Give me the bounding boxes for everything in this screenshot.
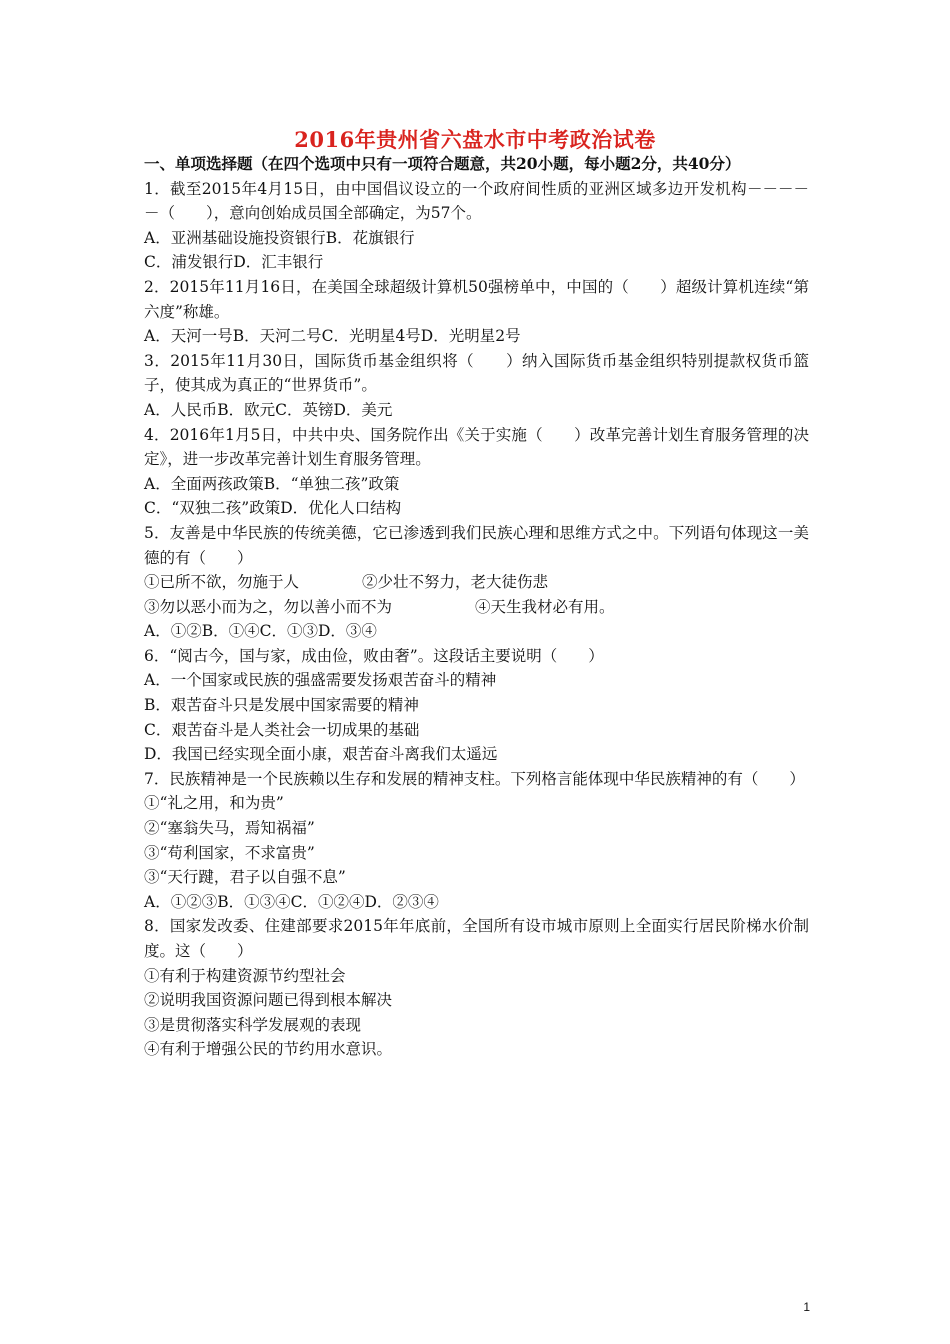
option-line: C．“双独二孩”政策D．优化人口结构 [144, 499, 402, 518]
option-line: A．①②③B．①③④C．①②④D．②③④ [144, 892, 439, 911]
question-text: 4．2016年1月5日，中共中央、国务院作出《关于实施（ ）改革完善计划生育服务管理的决定》，进一步改革完善计划生育服务管理。 [144, 425, 809, 469]
option-line: A．一个国家或民族的强盛需要发扬艰苦奋斗的精神 [144, 671, 497, 690]
option-line: B．艰苦奋斗只是发展中国家需要的精神 [144, 696, 419, 715]
question-text: 2．2015年11月16日，在美国全球超级计算机50强榜单中，中国的（ ）超级计算机连续“第六度”称雄。 [144, 277, 809, 321]
option-line: A．亚洲基础设施投资银行B．花旗银行 [144, 228, 415, 247]
option-line: A．天河一号B．天河二号C．光明星4号D．光明星2号 [144, 327, 521, 346]
question-text: 3．2015年11月30日，国际货币基金组织将（ ）纳入国际货币基金组织特别提款权货币篮子，使其成为真正的“世界货币”。 [144, 351, 809, 395]
question-1 [144, 177, 809, 275]
statement-item: ①已所不欲，勿施于人 [144, 573, 300, 592]
statement-line: ①有利于构建资源节约型社会 [144, 966, 346, 985]
question-7 [144, 767, 809, 915]
section-header: 一、单项选择题（在四个选项中只有一项符合题意，共20小题，每小题2分，共40分） [144, 154, 741, 173]
option-line: A．全面两孩政策B．“单独二孩”政策 [144, 474, 400, 493]
option-line: A．人民币B．欧元C．英镑D．美元 [144, 400, 393, 419]
question-text: 6．“阅古今，国与家，成由俭，败由奢”。这段话主要说明（ ） [144, 646, 604, 665]
option-line: C．浦发银行D．汇丰银行 [144, 253, 324, 272]
question-5 [144, 521, 809, 644]
statement-item: ②少壮不努力，老大徒伤悲 [362, 573, 549, 592]
statement-item: ③勿以恶小而为之，勿以善小而不为 [144, 597, 393, 616]
question-3 [144, 349, 809, 423]
statement-line: ②说明我国资源问题已得到根本解决 [144, 991, 393, 1010]
statement-line: ④有利于增强公民的节约用水意识。 [144, 1040, 393, 1059]
option-line: D．我国已经实现全面小康，艰苦奋斗离我们太遥远 [144, 745, 498, 764]
statement-line: ③“苟利国家，不求富贵” [144, 843, 315, 862]
page-number: 1 [803, 1300, 810, 1314]
question-text: 7．民族精神是一个民族赖以生存和发展的精神支柱。下列格言能体现中华民族精神的有（ ） [144, 769, 805, 788]
question-6 [144, 644, 809, 767]
question-text: 1．截至2015年4月15日，由中国倡议设立的一个政府间性质的亚洲区域多边开发机构－－－－－（ ），意向创始成员国全部确定，为57个。 [144, 179, 809, 223]
statement-item: ④天生我材必有用。 [475, 597, 615, 616]
statement-row [144, 595, 809, 620]
question-text: 8．国家发改委、住建部要求2015年年底前，全国所有设市城市原则上全面实行居民阶梯水价制度。这（ ） [144, 917, 809, 960]
statement-line: ②“塞翁失马，焉知祸福” [144, 819, 315, 838]
statement-line: ③“天行踺，君子以自强不息” [144, 868, 346, 887]
statement-line: ③是贯彻落实科学发展观的表现 [144, 1015, 362, 1034]
exam-content [144, 152, 809, 1062]
question-8 [144, 914, 809, 1062]
statement-line: ①“礼之用，和为贵” [144, 794, 284, 813]
page-title: 2016年贵州省六盘水市中考政治试卷 [294, 127, 656, 152]
option-line: C．艰苦奋斗是人类社会一切成果的基础 [144, 720, 420, 739]
question-4 [144, 423, 809, 521]
question-2 [144, 275, 809, 349]
question-text: 5．友善是中华民族的传统美德，它已渗透到我们民族心理和思维方式之中。下列语句体现这一美德的有（ ） [144, 523, 809, 567]
option-line: A．①②B．①④C．①③D．③④ [144, 622, 377, 641]
statement-row [144, 570, 809, 595]
